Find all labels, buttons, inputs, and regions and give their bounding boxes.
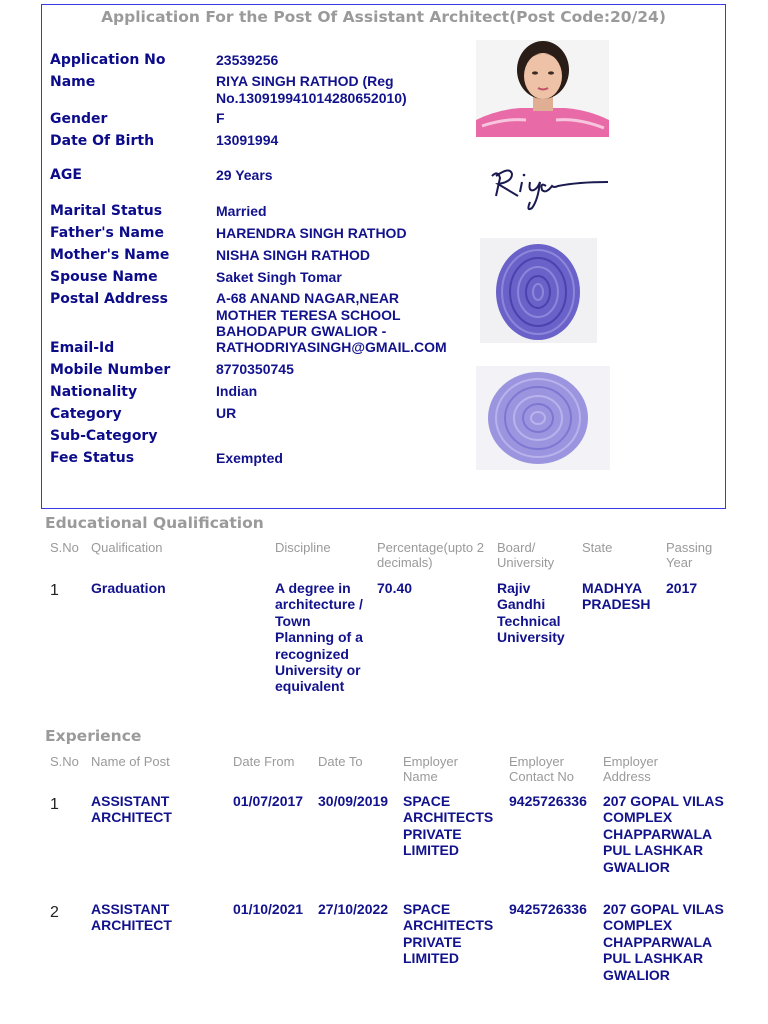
- value-father-name: HARENDRA SINGH RATHOD: [216, 225, 407, 241]
- label-father-name: Father's Name: [50, 225, 164, 241]
- exp-header-employer-name: Employer Name: [403, 754, 458, 784]
- label-fee-status: Fee Status: [50, 450, 135, 466]
- value-name: RIYA SINGH RATHOD (Reg No.13091994101428065201​0): [216, 73, 407, 106]
- exp-row-2-post: ASSISTANT ARCHITECT: [91, 901, 172, 934]
- label-name: Name: [50, 74, 96, 90]
- edu-row-1-percentage: 70.40: [377, 580, 413, 596]
- value-fee-status: Exempted: [216, 450, 283, 466]
- exp-row-1-employer-name: SPACE ARCHITECTS PRIVATE LIMITED: [403, 793, 494, 859]
- value-postal-address: A-68 ANAND NAGAR,NEAR MOTHER TERESA SCHOOL BAHODAPUR GWALIOR -: [216, 290, 401, 339]
- exp-header-employer-contact: Employer Contact No: [509, 754, 575, 784]
- value-mobile: 8770350745: [216, 361, 294, 377]
- value-dob: 13091994: [216, 132, 279, 148]
- page-title: Application For the Post Of Assistant Architect(Post Code:20/24): [101, 8, 666, 26]
- edu-header-qualification: Qualification: [91, 540, 163, 555]
- applicant-photo: [476, 40, 609, 137]
- value-spouse-name: Saket Singh Tomar: [216, 269, 342, 285]
- value-email: RATHODRIYASINGH@GMAIL.COM: [216, 339, 447, 355]
- value-mother-name: NISHA SINGH RATHOD: [216, 247, 370, 263]
- edu-row-1-discipline: A degree in architecture / Town Planning of a recognized University or equivalent: [275, 580, 363, 695]
- value-category: UR: [216, 405, 237, 421]
- exp-row-1-date-to: 30/09/2019: [318, 793, 389, 809]
- exp-row-2-date-from: 01/10/2021: [233, 901, 304, 917]
- label-age: AGE: [50, 167, 82, 183]
- exp-row-1-employer-address: 207 GOPAL VILAS COMPLEX CHAPPARWALA PUL LASHKAR GWALIOR: [603, 793, 724, 875]
- exp-row-1-post: ASSISTANT ARCHITECT: [91, 793, 172, 826]
- edu-row-1-qualification: Graduation: [91, 580, 166, 596]
- edu-header-percentage: Percentage(upto 2 decimals): [377, 540, 484, 570]
- value-nationality: Indian: [216, 383, 258, 399]
- exp-row-1-employer-contact: 9425726336: [509, 793, 587, 809]
- label-gender: Gender: [50, 111, 108, 127]
- edu-row-1-state: MADHYA PRADESH: [582, 580, 651, 613]
- exp-row-2-employer-name: SPACE ARCHITECTS PRIVATE LIMITED: [403, 901, 494, 967]
- exp-row-1-date-from: 01/07/2017: [233, 793, 304, 809]
- applicant-signature: [482, 160, 612, 216]
- label-postal-address: Postal Address: [50, 291, 168, 307]
- label-spouse-name: Spouse Name: [50, 269, 158, 285]
- exp-header-sno: S.No: [50, 754, 79, 769]
- exp-row-2-sno: 2: [50, 904, 59, 921]
- label-application-no: Application No: [50, 52, 166, 68]
- value-gender: F: [216, 110, 225, 126]
- edu-row-1-sno: 1: [50, 582, 59, 599]
- label-sub-category: Sub-Category: [50, 428, 158, 444]
- exp-row-1-sno: 1: [50, 796, 59, 813]
- exp-header-employer-address: Employer Address: [603, 754, 658, 784]
- edu-header-passing-year: Passing Year: [666, 540, 713, 570]
- value-age: 29 Years: [216, 167, 273, 183]
- label-mother-name: Mother's Name: [50, 247, 170, 263]
- edu-row-1-board: Rajiv Gandhi Technical University: [497, 580, 565, 646]
- edu-header-sno: S.No: [50, 540, 79, 555]
- fingerprint-left-thumb: [480, 238, 597, 343]
- exp-row-2-date-to: 27/10/2022: [318, 901, 389, 917]
- edu-header-board: Board/ University: [497, 540, 555, 570]
- label-mobile: Mobile Number: [50, 362, 171, 378]
- exp-row-2-employer-address: 207 GOPAL VILAS COMPLEX CHAPPARWALA PUL LASHKAR GWALIOR: [603, 901, 724, 983]
- edu-row-1-passing-year: 2017: [666, 580, 698, 596]
- experience-heading: Experience: [45, 727, 142, 745]
- edu-header-state: State: [582, 540, 613, 555]
- label-dob: Date Of Birth: [50, 133, 155, 149]
- label-marital-status: Marital Status: [50, 203, 163, 219]
- value-application-no: 23539256: [216, 52, 279, 68]
- value-marital-status: Married: [216, 203, 267, 219]
- label-email: Email-Id: [50, 340, 115, 356]
- label-category: Category: [50, 406, 122, 422]
- label-nationality: Nationality: [50, 384, 138, 400]
- education-heading: Educational Qualification: [45, 514, 264, 532]
- exp-header-post: Name of Post: [91, 754, 170, 769]
- exp-header-date-to: Date To: [318, 754, 363, 769]
- exp-header-date-from: Date From: [233, 754, 295, 769]
- edu-header-discipline: Discipline: [275, 540, 331, 555]
- fingerprint-right-thumb: [476, 366, 610, 470]
- exp-row-2-employer-contact: 9425726336: [509, 901, 587, 917]
